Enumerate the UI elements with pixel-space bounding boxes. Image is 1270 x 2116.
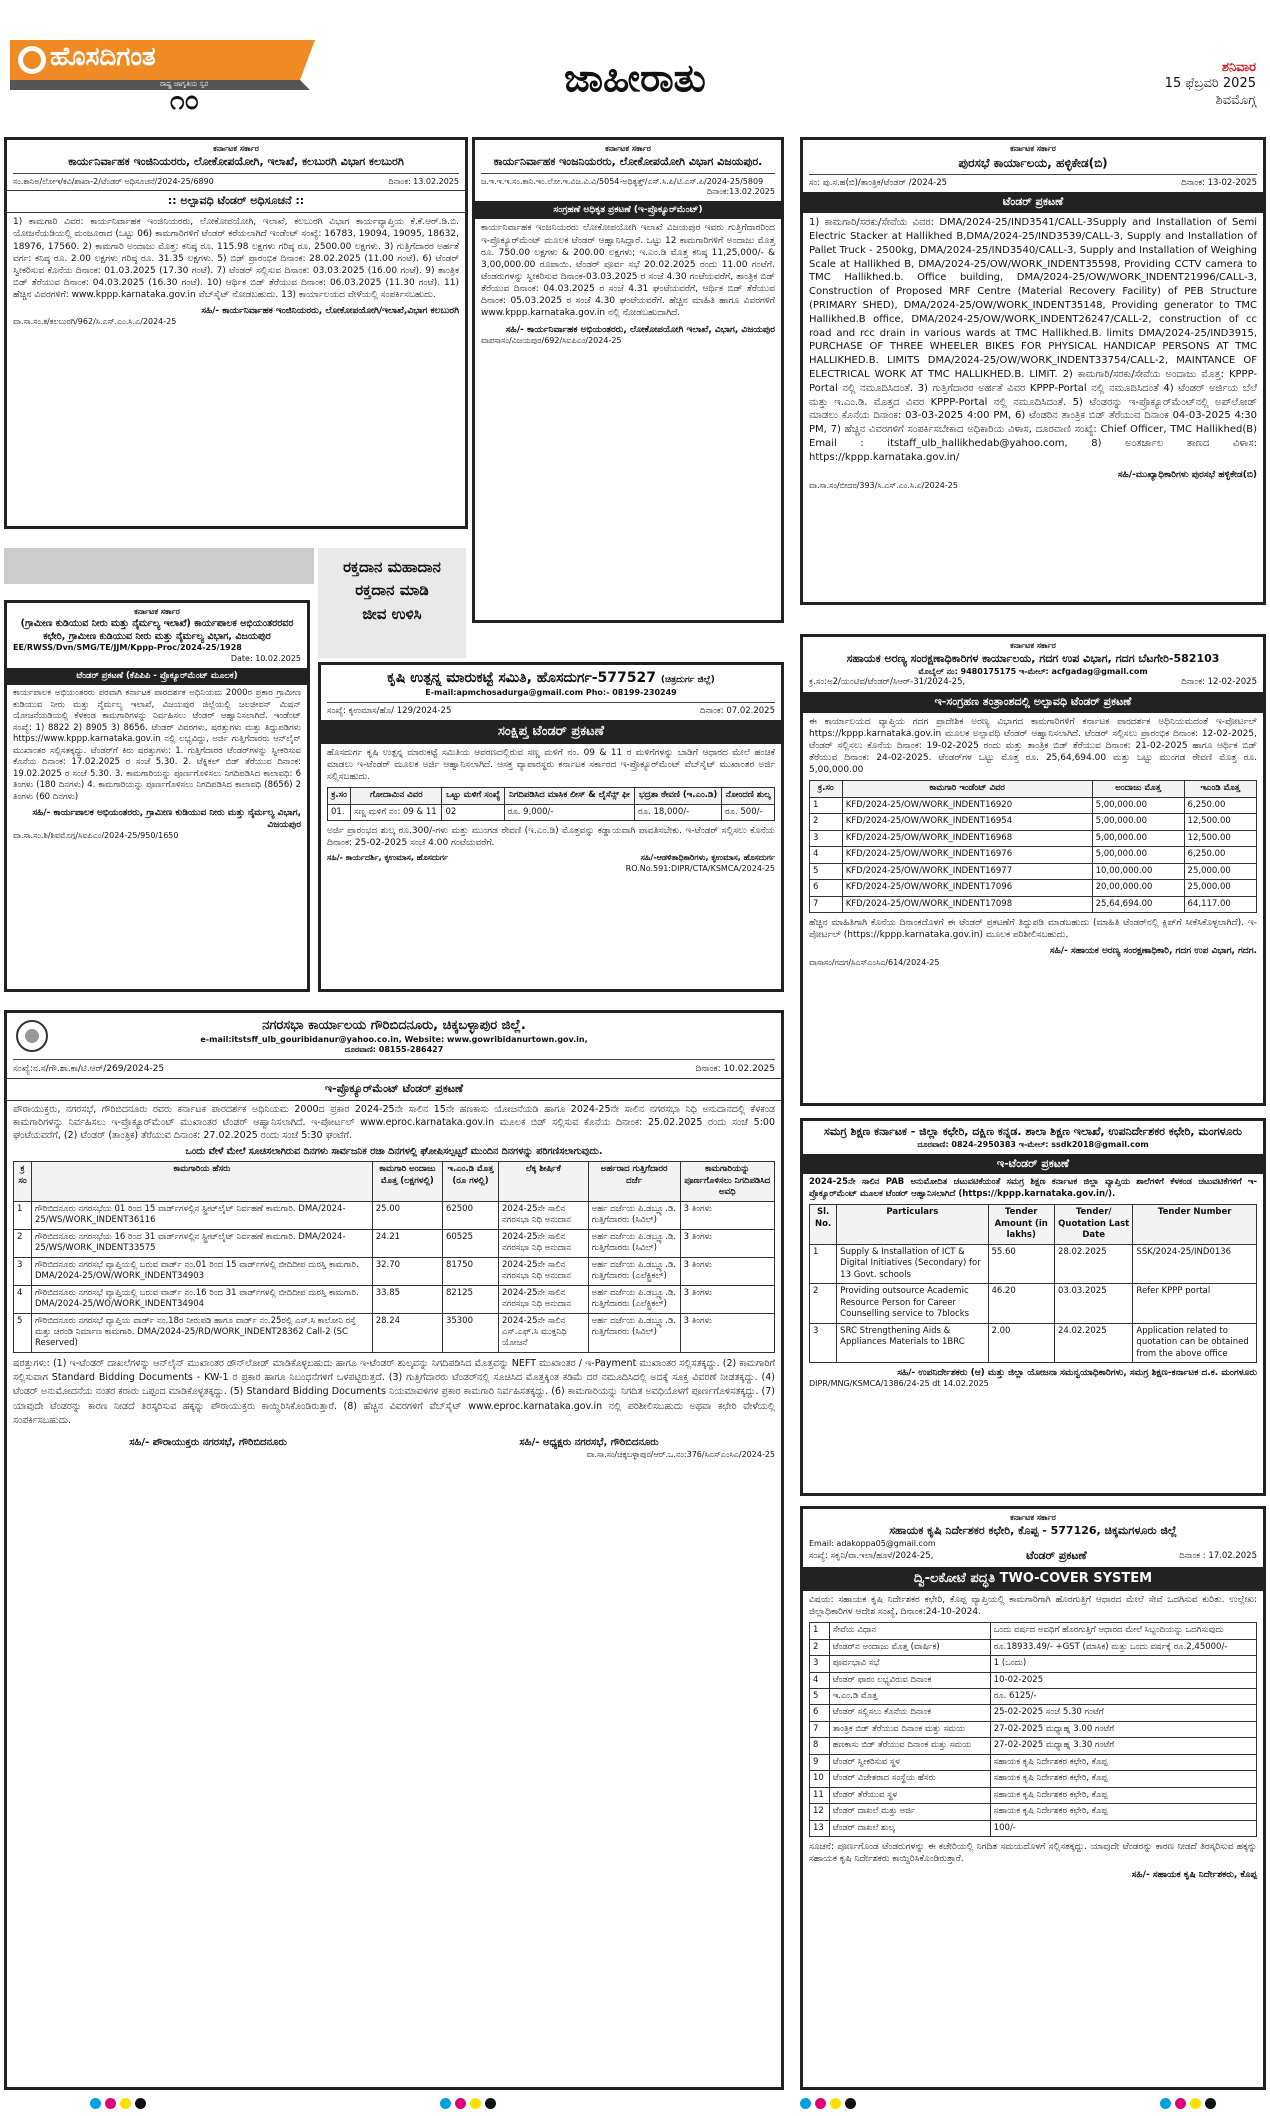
table-cell: ಟೆಂಡರ್ ಸಲ್ಲಿಸಲು ಕೊನೆಯ ದಿನಾಂಕ — [829, 1705, 990, 1721]
table-cell: 35300 — [442, 1313, 498, 1352]
gray-filler — [4, 548, 314, 584]
print-registration-marks — [800, 2098, 856, 2112]
table-header-cell: ಭದ್ರತಾ ಠೇವಣಿ (ಇ.ಎಂ.ಡಿ) — [635, 788, 722, 804]
table-cell: ಗೌರಿಬಿದನೂರು ನಗರಸಭೆ ವ್ಯಾಪ್ತಿಯಲ್ಲಿ ಬರುವ ವಾರ್ಡ್ ನಂ.01 ರಿಂದ 15 ವಾರ್ಡ್‌ಗಳಲ್ಲಿ ಬೀದಿದೀಪ ದುರಸ್ತಿ ಕಾಮಗಾರಿ. DMA/2024-25/OW/WORK_INDENT34903 — [31, 1257, 372, 1285]
table-header-cell: ಲೆಕ್ಕ ಶೀರ್ಷಿಕೆ — [499, 1162, 589, 1201]
ad-contact: E-mail:apmchosadurga@gmail.com Pho:- 08199-230249 — [425, 687, 677, 697]
ad-signature: ಸಹಿ/- ಸಹಾಯಕ ಅರಣ್ಯ ಸಂರಕ್ಷಣಾಧಿಕಾರಿ, ಗದಗ ಉಪ ವಿಭಾಗ, ಗದಗ. — [1049, 946, 1257, 957]
ad-office: ಕೃಷಿ ಉತ್ಪನ್ನ ಮಾರುಕಟ್ಟೆ ಸಮಿತಿ, ಹೊಸದುರ್ಗ-577527 — [387, 670, 656, 686]
ad-ro-number: ವಾ.ಸಾ.ಸಂ/ಚಿಕ್ಕಬಳ್ಳಾಪುರ/ಆರ್.ಒ.ನಂ:376/ಸಿಎಸ್‌ಎಂಸಿಎ/2024-25 — [586, 1449, 775, 1459]
table-row — [810, 1787, 1257, 1803]
table-cell: ಸಣ್ಣ ಮಳಿಗೆ ನಂ: 09 & 11 — [351, 804, 442, 820]
table-cell: 4 — [14, 1285, 32, 1313]
page-title: ಜಾಹೀರಾತು — [564, 55, 706, 100]
ad-ro-number: ವಾಪಸಾಸಂ/ವಿಜಯಪುರ/692/ಸಿಐಪಿಎಂ/2024-25 — [481, 335, 622, 345]
ad-gov: ಕರ್ನಾಟಕ ಸರ್ಕಾರ — [1010, 641, 1056, 650]
table-row — [810, 880, 1257, 896]
table-cell: 62500 — [442, 1201, 498, 1229]
ad-signature-president: ಸಹಿ/- ಅಧ್ಯಕ್ಷರು ನಗರಸಭೆ, ಗೌರಿಬಿದನೂರು — [519, 1437, 659, 1449]
table-cell: ಟೆಂಡರ್ ದಾಖಲೆ ಶುಲ್ಕ — [829, 1820, 990, 1836]
table-row — [810, 1771, 1257, 1787]
tender-ad-gauribidanur — [4, 1010, 784, 2090]
table-cell: 27-02-2025 ಮಧ್ಯಾಹ್ನ 3.00 ಗಂಟೆಗೆ — [990, 1721, 1256, 1737]
table-cell: KFD/2024-25/OW/WORK_INDENT17096 — [842, 880, 1092, 896]
ad-ref-date: ದಿನಾಂಕ: 12-02-2025 — [1181, 677, 1257, 688]
table-cell: 28.02.2025 — [1054, 1244, 1132, 1283]
table-cell: 100/- — [990, 1820, 1256, 1836]
tender-ad-apmc-hosadurga — [318, 662, 784, 992]
ad-body: 1) ಕಾಮಗಾರಿ ವಿವರ: ಕಾರ್ಯನಿರ್ವಾಹಕ ಇಂಜಿನಿಯರರು, ಲೋಕೋಪಯೋಗಿ, ಇಲಾಖೆ, ಕಲಬುರಗಿ ವಿಭಾಗ ಕಾರ್ಯವ್ಯಾಪ್ತಿಯ ಕೆ.ಕೆ.ಆರ್.ಡಿ.ಬಿ. ಯೋಜನೆಯಡಿಯಲ್ಲಿ ಮಂಜೂರಾದ (ಒಟ್ಟು 06) ಕಾಮಗಾರಿಗಳಿಗೆ ಟೆಂಡರ್ ಕರೆಯಲಾಗಿದೆ ಇಂಡೆಂಟ್ ಸಂಖ್ಯೆ: 16783, 19094, 19095, 18632, 18976, 17560. 2) ಕಾಮಗಾರಿ ಅಂದಾಜು ಮೊತ್ತ: ಕನಿಷ್ಠ ರೂ. 115.98 ಲಕ್ಷಗಳು ಗರಿಷ್ಠ ರೂ. 2500.00 ಲಕ್ಷಗಳು. 3) ಗುತ್ತಿಗೆದಾರರ ಅರ್ಹತೆ ವರ್ಗ: ಕನಿಷ್ಠ ರೂ. 2.00 ಲಕ್ಷಗಳು ಗರಿಷ್ಠ ರೂ. 31.35 ಲಕ್ಷಗಳು. 5) ಬಿಡ್ ಪ್ರಾರಂಭಿಕ ದಿನಾಂಕ: 28.02.2025 (11.00 ಗಂಟೆ). 6) ಟೆಂಡರ್ ಸ್ವೀಕರಿಸುವ ಕೊನೆಯ ದಿನಾಂಕ: 01.03.2025 (17.30 ಗಂಟೆ). 7) ಟೆಂಡರ್ ಸಲ್ಲಿಸುವ ದಿನಾಂಕ: 03.03.2025 (16.00 ಗಂಟೆ). 9) ತಾಂತ್ರಿಕ ಬಿಡ್ ತೆರೆಯುವ ದಿನಾಂಕ: 04.03.2025 (16.30 ಗಂಟೆ). 10) ಆರ್ಥಿಕ ಬಿಡ್ ತೆರೆಯುವ ದಿನಾಂಕ: 06.03.2025 (11.30 ಗಂಟೆ). 11) ಹೆಚ್ಚಿನ ವಿವರಗಳಿಗೆ: www.kppp.karnataka.gov.in ವೆಬ್‌ಸೈಟ್ ನೋಡಬಹುದು. 13) ಕಾರ್ಯಾಲಯದ ವೇಳೆಯಲ್ಲಿ ಸಂಪರ್ಕಿಸಬಹುದು. — [13, 217, 459, 301]
ad-ro-number: ವಾಸಾಸಂ/ಗದಗ/ಸಿಎಸ್‌ಎಂಸಿಎ/614/2024-25 — [809, 957, 940, 967]
dateline-city: ಶಿವಮೊಗ್ಗ — [1215, 92, 1256, 108]
ad-signature: ಸಹಿ/- ಸಹಾಯಕ ಕೃಷಿ ನಿರ್ದೇಶಕರು, ಕೊಪ್ಪ — [1131, 1870, 1257, 1881]
table-row — [810, 896, 1257, 912]
table-cell: ಹಣಕಾಸು ಬಿಡ್ ತೆರೆಯುವ ದಿನಾಂಕ ಮತ್ತು ಸಮಯ — [829, 1738, 990, 1754]
table-cell: 13 — [810, 1820, 830, 1836]
table-header-cell: ಕಾಮಗಾರಿಯ ಹೆಸರು — [31, 1162, 372, 1201]
table-header-row — [810, 1205, 1257, 1244]
ad-intro: ವಿಷಯ: ಸಹಾಯಕ ಕೃಷಿ ನಿರ್ದೇಶಕರ ಕಛೇರಿ, ಕೊಪ್ಪ ವ್ಯಾಪ್ತಿಯಲ್ಲಿ ಕಾಮಗಾರಿಗಾಗಿ ಹೊರಗುತ್ತಿಗೆ ಆಧಾರದ ಮೇಲೆ ಸೇವೆ ಒದಗಿಸುವ ಕುರಿತು. ಉಲ್ಲೇಖ: ಜಿಲ್ಲಾಧಿಕಾರಿಗಳ ಆದೇಶ ಸಂಖ್ಯೆ, ದಿನಾಂಕ:24-10-2024. — [809, 1594, 1257, 1617]
ad-ref-date: ದಿನಾಂಕ:13.02.2025 — [706, 187, 775, 197]
table-cell: KFD/2024-25/OW/WORK_INDENT16976 — [842, 847, 1092, 863]
table-cell: 1 — [810, 797, 843, 813]
ad-office: ಸಮಗ್ರ ಶಿಕ್ಷಣ ಕರ್ನಾಟಕ - ಜಿಲ್ಲಾ ಕಛೇರಿ, ದಕ್ಷಿಣ ಕನ್ನಡ. ಶಾಲಾ ಶಿಕ್ಷಣ ಇಲಾಖೆ, ಉಪನಿರ್ದೇಶಕರ ಕಛೇರಿ, ಮಂಗಳೂರು — [824, 1125, 1242, 1138]
table-cell: 25,000.00 — [1184, 863, 1256, 879]
table-header-cell: Sl. No. — [810, 1205, 837, 1244]
table-cell: 12 — [810, 1804, 830, 1820]
ad-body: 2024-25ನೇ ಸಾಲಿನ PAB ಅನುಮೋದಿತ ಚಟುವಟಿಕೆಯಂತೆ ಸಮಗ್ರ ಶಿಕ್ಷಣ ಕರ್ನಾಟಕ ಜಿಲ್ಲಾ ವ್ಯಾಪ್ತಿಯ ಶಾಲೆಗಳಿಗೆ ಕೆಳಕಂಡ ಚಟುವಟಿಕೆಗಳಿಗೆ ಇ-ಪ್ರೊಕ್ಯೂರ್‌ಮೆಂಟ್ ಮೂಲಕ ಟೆಂಡರ್ ಆಹ್ವಾನಿಸಲಾಗಿದೆ (https://kppp.karnataka.gov.in/). — [809, 1177, 1257, 1199]
ad-body: 1) ಕಾಮಗಾರಿ/ಸರಕು/ಸೇವೆಯ ವಿವರ: DMA/2024-25/IND3541/CALL-3Supply and Installation of Semi Electric Stacker at Hallikhed B,DMA/2024-25/IND3539/CALL-3, Supply and Installation of Pallet Truck - 2500kg, DMA/2024-25/IND3540/CALL-3, Supply and Installation of Weighing Scale at Hallikhed B, DMA/2024-25/OW/WORK_INDENT35598, Providing CCTV camera to TMC Hallikhed.b. Office building, DMA/2024-25/OW/WORK_INDENT21996/CALL-3, Construction of Proposed MRF Centre (Material Recovery Facility) of PEB Structure (PRIMARY SHED), DMA/2024-25/OW/WORK_INDENT35148, Providing generator to TMC Hallikhed.B office, DMA/2024-25/OW/WORK_INDENT26247/CALL-2, construction of cc road and rcc drain in various wards at TMC Hallikhed.B. limits DMA/2024-25/IND3915, PURCHASE OF THREE WHEELER BIKES FOR PHYSICAL HANDICAP PERSONS AT TMC HALLIKHED.B. LIMITS DMA/2024-25/OW/WORK_INDENT33754/CALL-2, MAINTANCE OF ELECTRICAL WORK AT TMC HALLIKHED.B. LIMIT. 2) ಕಾಮಗಾರಿ/ಸರಕು/ಸೇವೆಯ ಅಂದಾಜು ಮೊತ್ತ: KPPP-Portal ನಲ್ಲಿ ನಮೂದಿಸಿದಂತೆ. 3) ಗುತ್ತಿಗೆದಾರರ ಅರ್ಹತೆ ವಿವರ KPPP-Portal ನಲ್ಲಿ ನಮೂದಿಸಿದಂತೆ 4) ಟೆಂಡರ್ ಅರ್ಜಿಯ ಬೆಲೆ ಮತ್ತು ಇ.ಎಂ.ಡಿ. ಮೊತ್ತದ ವಿವರ KPPP-Portal ನಲ್ಲಿ ನಮೂದಿಸಿದಂತೆ. 5) ಟೆಂಡರನ್ನು ಇ-ಪ್ರೊಕ್ಯೂರ್‌ಮೆಂಟ್‌ನಲ್ಲಿ ಅಪ್‌ಲೋಡ್ ಮಾಡಲು ಕೊನೆಯ ದಿನಾಂಕ: 03-03-2025 4:00 PM, 6) ಟೆಂಡರಿನ ತಾಂತ್ರಿಕ ಬಿಡ್ ತೆರೆಯುವ ದಿನಾಂಕ 04-03-2025 4:30 PM, 7) ಹೆಚ್ಚಿನ ವಿವರಗಳಿಗೆ ಸಂಪರ್ಕಿಸಬೇಕಾದ ಅಧಿಕಾರಿಯ ವಿಳಾಸ, ದೂರವಾಣಿ ಸಂಖ್ಯೆ: Chief Officer, TMC Hallikhed(B) Email : itstaff_ulb_hallikhedab@yahoo.com, 8) ಅಂತರ್ಜಾಲ ತಾಣದ ವಿಳಾಸ: https://kppp.karnataka.gov.in/ — [809, 217, 1257, 463]
table-cell: ಗೌರಿಬಿದನೂರು ನಗರಸಭೆ ವ್ಯಾಪ್ತಿಯಲ್ಲಿ ಬರುವ ವಾರ್ಡ್ ನಂ.16 ರಿಂದ 31 ವಾರ್ಡ್‌ಗಳಲ್ಲಿ ಬೀದಿದೀಪ ದುರಸ್ತಿ ಕಾಮಗಾರಿ. DMA/2024-25/WO/WORK_INDENT34904 — [31, 1285, 372, 1313]
table-cell: 1 — [14, 1201, 32, 1229]
table-cell: 5 — [14, 1313, 32, 1352]
table-cell: 33.85 — [372, 1285, 442, 1313]
apmc-table — [327, 787, 775, 821]
print-registration-marks — [440, 2098, 496, 2112]
table-cell: 1 (ಒಂದು) — [990, 1656, 1256, 1672]
table-cell: 55.60 — [988, 1244, 1054, 1283]
table-header-cell: ಕಾಮಗಾರಿ ಅಂದಾಜು ಮೊತ್ತ (ಲಕ್ಷಗಳಲ್ಲಿ) — [372, 1162, 442, 1201]
table-cell: 3 — [14, 1257, 32, 1285]
table-header-cell: ಕಾಮಗಾರಿಯನ್ನು ಪೂರ್ಣಗೊಳಿಸಲು ನಿಗದಿಪಡಿಸಿದ ಅವಧಿ — [680, 1162, 774, 1201]
table-cell: ರೂ. 18,000/- — [635, 804, 722, 820]
ad-ref-date: ದಿನಾಂಕ : 17.02.2025 — [1179, 1551, 1257, 1562]
ad-signature: ಸಹಿ/- ಕಾರ್ಯಪಾಲಕ ಅಭಿಯಂತರರು, ಗ್ರಾಮೀಣ ಕುಡಿಯುವ ನೀರು ಮತ್ತು ನೈರ್ಮಲ್ಯ ವಿಭಾಗ, ವಿಜಯಪುರ — [32, 808, 301, 831]
table-header-cell: ನಿಗದಿಪಡಿಸಿದ ಮಾಸಿಕ ಲೀಸ್ & ಲೈಸೆನ್ಸ್ ಫೀ — [504, 788, 634, 804]
table-cell: 2.00 — [988, 1323, 1054, 1362]
ad-email: Email: adakoppa05@gmail.com — [809, 1538, 936, 1548]
table-cell: 25,000.00 — [1184, 880, 1256, 896]
table-cell: ರೂ. 6125/- — [990, 1688, 1256, 1704]
ad-heading: ಟೆಂಡರ್ ಪ್ರಕಟಣೆ (ಕೆಪಿಪಿಪಿ - ಪ್ರೊಕ್ಯೂರ್‌ಮೆಂಟ್ ಮೂಲಕ) — [7, 668, 307, 685]
table-header-row — [328, 788, 775, 804]
table-header-cell: ಒಟ್ಟು ಮಳಿಗೆ ಸಂಖ್ಯೆ — [442, 788, 504, 804]
table-cell: 10-02-2025 — [990, 1672, 1256, 1688]
table-header-cell: ನೋಂದಣಿ ಶುಲ್ಕ — [722, 788, 775, 804]
ad-heading: ಟೆಂಡರ್ ಪ್ರಕಟಣೆ — [803, 192, 1263, 213]
table-row — [810, 1323, 1257, 1362]
table-cell: 12,500.00 — [1184, 830, 1256, 846]
ad-ro-number: ವಾ.ಸಾ.ಸಂ.ಶಿ/ಶಿವಮೊಗ್ಗ/ಸಿಐಪಿಎಂ/2024-25/950/1650 — [13, 831, 179, 841]
ad-ref: ಸಂಖ್ಯೆ: ಸಕೃನಿ/ವಾ.ಇಲಾ/ಹೂಳೆ/2024-25, — [809, 1551, 934, 1562]
table-cell: ಸೇವೆಯ ವಿಧಾನ — [829, 1623, 990, 1639]
table-cell: ಗೌರಿಬಿದನೂರು ನಗರಸಭೆ ವ್ಯಾಪ್ತಿಯ ವಾರ್ಡ್ ನಂ.18ರ ನೀರುಪಡಿ ಹಾಗೂ ವಾರ್ಡ್ ನಂ.25ರಲ್ಲಿ ಎಸ್.ಸಿ ಕಾಲೋನಿ ರಸ್ತೆ ಮತ್ತು ಚರಂಡಿ ನಿರ್ಮಾಣ ಕಾಮಗಾರಿ. DMA/2024-25/RD/WORK_INDENT28362 Call-2 (SC Reserved) — [31, 1313, 372, 1352]
ad-heading: ಇ-ಸಂಗ್ರಹಣ ತಂತ್ರಾಂಶದಲ್ಲಿ ಅಲ್ಪಾವಧಿ ಟೆಂಡರ್ ಪ್ರಕಟಣೆ — [803, 692, 1263, 713]
table-cell: 2024-25ನೇ ಸಾಲಿನ ನಗರಸಭಾ ನಿಧಿ ಅನುದಾನ — [499, 1229, 589, 1257]
table-cell: KFD/2024-25/OW/WORK_INDENT16968 — [842, 830, 1092, 846]
table-cell: SSK/2024-25/IND0136 — [1133, 1244, 1257, 1283]
ad-ref: ಕ್ರ.ಸಂ:ಅ2/ಯಂಟಿವ/ಟೆಂಡರ್/ಸಿಆರ್-31/2024-25, — [809, 677, 966, 688]
tender-ad-agriculture-koppa — [800, 1506, 1266, 2090]
table-cell: 5,00,000.00 — [1092, 797, 1184, 813]
ad-ro-number: RO.No.591:DIPR/CTA/KSMCA/2024-25 — [625, 864, 775, 874]
table-header-cell: ಕ್ರ.ಸಂ — [810, 781, 843, 797]
ad-ref: ಸಂ: ಪು.ಸ.ಹ(ಬಿ)/ತಾಂತ್ರಿಕ/ಟೆಂಡರ್ /2024-25 — [809, 177, 948, 188]
table-cell: 2024-25ನೇ ಸಾಲಿನ ನಗರಸಭಾ ನಿಧಿ ಅನುದಾನ — [499, 1285, 589, 1313]
ad-signature-2: ಸಹಿ/-ಆಡಳಿತಾಧಿಕಾರಿಗಳು, ಕೃಉಮಾಸ, ಹೊಸದುರ್ಗ — [640, 853, 775, 863]
blood-line-2: ರಕ್ತದಾನ ಮಾಡಿ — [355, 581, 429, 600]
table-header-cell: ಗೋದಾಮಿನ ವಿವರ — [351, 788, 442, 804]
ad-note: ಸೂಚನೆ: ಪೂರ್ಣಗೊಂಡ ಟೆಂಡರುಗಳನ್ನು ಈ ಕಚೇರಿಯಲ್ಲಿ ನಿಗದಿತ ಸಮಯದೊಳಗೆ ಸಲ್ಲಿಸತಕ್ಕದ್ದು. ಯಾವುದೇ ಟೆಂಡರನ್ನು ಕಾರಣ ನೀಡದೆ ತಿರಸ್ಕರಿಸುವ ಹಕ್ಕನ್ನು ಸಹಾಯಕ ಕೃಷಿ ನಿರ್ದೇಶಕರು ಕಾಯ್ದಿರಿಸಿಕೊಂಡಿರುತ್ತಾರೆ. — [809, 1842, 1257, 1865]
table-cell: ರೂ.18933.49/- +GST (ಮಾಸಿಕ) ಮತ್ತು ಒಂದು ವರ್ಷಕ್ಕೆ ರೂ.2,45000/- — [990, 1639, 1256, 1655]
table-cell: 7 — [810, 896, 843, 912]
ad-office: ಪುರಸಭೆ ಕಾರ್ಯಾಲಯ, ಹಳ್ಳಿಕೇಡ(ಬಿ) — [958, 155, 1108, 170]
ad-ref: ಸಂಖ್ಯೆ: ಕೃಉಮಾಸ/ಹೊ/ 129/2024-25 — [327, 705, 452, 716]
table-row — [810, 1244, 1257, 1283]
table-cell: 2 — [14, 1229, 32, 1257]
ad-signature: ಸಹಿ/- ಕಾರ್ಯದರ್ಶಿ, ಕೃಉಮಾಸ, ಹೊಸದುರ್ಗ — [327, 853, 449, 863]
table-header-cell: ಇಎಂಡಿ ಮೊತ್ತ — [1184, 781, 1256, 797]
table-header-cell: ಅರ್ಹರಾದ ಗುತ್ತಿಗೆದಾರರ ದರ್ಜೆ — [588, 1162, 680, 1201]
table-row — [810, 1623, 1257, 1639]
ad-body: ಈ ಕಾರ್ಯಾಲಯದ ವ್ಯಾಪ್ತಿಯ ಗದಗ ಪ್ರಾದೇಶಿಕ ಅರಣ್ಯ ವಿಭಾಗದ ಕಾಮಗಾರಿಗಳಿಗೆ ಕರ್ನಾಟಕ ಪಾರದರ್ಶಕ ಅಧಿನಿಯಮದಂತೆ ಇ-ಪೋರ್ಟಲ್ https://kppp.karnataka.gov.in ಮೂಲಕ ಅಲ್ಪಾವಧಿ ಟೆಂಡರ್ ಆಹ್ವಾನಿಸಲಾಗಿದೆ. ಟೆಂಡರ್ ಸಲ್ಲಿಸಲು ಪ್ರಾರಂಭಿಕ ದಿನಾಂಕ: 12-02-2025, ಟೆಂಡರ್ ಸಲ್ಲಿಸಲು ಕೊನೆಯ ದಿನಾಂಕ: 19-02-2025 ರಂದು ಮತ್ತು ತಾಂತ್ರಿಕ ಬಿಡ್ ತೆರೆಯುವ ದಿನಾಂಕ: 21-02-2025 ಹಾಗೂ ಆರ್ಥಿಕ ಬಿಡ್ ತೆರೆಯುವ ದಿನಾಂಕ: 24-02-2025. ಟೆಂಡರ್‌ಗಳ ಒಟ್ಟು ಮೊತ್ತ ರೂ. 25,64,694.00 ಮತ್ತು ಒಟ್ಟು ಮುಂಗಡ ಠೇವಣಿ ಮೊತ್ತ ರೂ. 5,00,000.00 — [809, 716, 1257, 776]
table-cell: ಪೂರ್ವಭಾವಿ ಸಭೆ — [829, 1656, 990, 1672]
table-cell: KFD/2024-25/OW/WORK_INDENT16977 — [842, 863, 1092, 879]
ad-office: ಸಹಾಯಕ ಅರಣ್ಯ ಸಂರಕ್ಷಣಾಧಿಕಾರಿಗಳ ಕಾರ್ಯಾಲಯ, ಗದಗ ಉಪ ವಿಭಾಗ, ಗದಗ ಬೆಟಗೇರಿ-582103 — [846, 651, 1220, 665]
table-cell: SRC Strengthening Aids & Appliances Materials to 1BRC — [837, 1323, 988, 1362]
table-row — [810, 1820, 1257, 1836]
ad-ref-date: ದಿನಾಂಕ: 07.02.2025 — [699, 705, 775, 716]
table-cell: 6 — [810, 1705, 830, 1721]
table-row — [328, 804, 775, 820]
table-cell: ಟೆಂಡರ್ ತೆರೆಯುವ ಸ್ಥಳ — [829, 1787, 990, 1803]
table-cell: Supply & Installation of ICT & Digital Initiatives (Secondary) for 13 Govt. schools — [837, 1244, 988, 1283]
table-header-cell: Tender Number — [1133, 1205, 1257, 1244]
table-cell: ಸಹಾಯಕ ಕೃಷಿ ನಿರ್ದೇಶಕರ ಕಛೇರಿ, ಕೊಪ್ಪ — [990, 1754, 1256, 1770]
table-row — [810, 1705, 1257, 1721]
table-cell: 5,00,000.00 — [1092, 847, 1184, 863]
table-cell: ತಾಂತ್ರಿಕ ಬಿಡ್ ತೆರೆಯುವ ದಿನಾಂಕ ಮತ್ತು ಸಮಯ — [829, 1721, 990, 1737]
table-cell: 81750 — [442, 1257, 498, 1285]
ad-signature: ಸಹಿ/- ಉಪನಿರ್ದೇಶಕರು (ಆ) ಮತ್ತು ಜಿಲ್ಲಾ ಯೋಜನಾ ಸಮನ್ವಯಾಧಿಕಾರಿಗಳು, ಸಮಗ್ರ ಶಿಕ್ಷಣ-ಕರ್ನಾಟಕ ದ.ಕ. ಮಂಗಳೂರು — [897, 1368, 1257, 1379]
print-registration-marks — [90, 2098, 146, 2112]
table-cell: ರೂ. 500/- — [722, 804, 775, 820]
ad-heading: ಸಂಗ್ರಹಣೆ ಅಧಿಕೃತ ಪ್ರಕಟಣೆ (ಇ-ಪ್ರೊಕ್ಯೂರ್‌ಮೆಂಟ್) — [475, 201, 781, 219]
ad-ref-date: ದಿನಾಂಕ: 10.02.2025 — [695, 1064, 775, 1075]
tender-ad-forest-gadag — [800, 634, 1266, 1106]
table-cell: 24.02.2025 — [1054, 1323, 1132, 1362]
table-header-cell: Particulars — [837, 1205, 988, 1244]
table-row — [810, 1804, 1257, 1820]
ad-office: ಕಾರ್ಯನಿರ್ವಾಹಕ ಇಂಜನಿಯರರು, ಲೋಕೋಪಯೋಗಿ ವಿಭಾಗ ವಿಜಯಪುರ. — [493, 154, 763, 168]
table-row — [810, 1672, 1257, 1688]
table-cell: 11 — [810, 1787, 830, 1803]
table-cell: 5 — [810, 1688, 830, 1704]
table-header-cell: ಕ್ರ ಸಂ — [14, 1162, 32, 1201]
table-header-cell: ಅಂದಾಜು ಮೊತ್ತ — [1092, 781, 1184, 797]
table-cell: 3 ತಿಂಗಳು — [680, 1285, 774, 1313]
table-cell: 3 — [810, 1323, 837, 1362]
table-cell: ಗೌರಿಬಿದನೂರು ನಗರಸಭೆಯ 01 ರಿಂದ 15 ವಾರ್ಡ್‌ಗಳಲ್ಲಿನ ಸ್ಟ್ರೀಟ್‌ಲೈಟ್ ನಿರ್ವಹಣೆ ಕಾಮಗಾರಿ. DMA/2024-25/WS/WORK_INDENT36116 — [31, 1201, 372, 1229]
table-cell: 46.20 — [988, 1284, 1054, 1323]
table-cell: 6 — [810, 880, 843, 896]
ad-heading: :: ಅಲ್ಪಾವಧಿ ಟೆಂಡರ್ ಅಧಿಸೂಚನೆ :: — [7, 190, 465, 213]
table-cell: 3 ತಿಂಗಳು — [680, 1313, 774, 1352]
table-cell: 2 — [810, 1639, 830, 1655]
ad-district: (ಚಿತ್ರದುರ್ಗ ಜಿಲ್ಲೆ) — [660, 675, 715, 685]
table-cell: Application related to quotation can be obtained from the above office — [1133, 1323, 1257, 1362]
table-cell: 01. — [328, 804, 351, 820]
table-cell: ಟೆಂಡರ್ ಫಾರಂ ಲಭ್ಯವಿರುವ ದಿನಾಂಕ — [829, 1672, 990, 1688]
table-cell: 10 — [810, 1771, 830, 1787]
tender-ad-rwss — [4, 600, 310, 992]
table-header-row — [810, 781, 1257, 797]
table-cell: 28.24 — [372, 1313, 442, 1352]
ad-ref: ಸಂ.ಕಾನಿಅ/ಲೋಇ/ಕವಿ/ಶಾಖಾ-2/ಟೆಂಡರ್ ಅಧಿಸೂಚನೆ/2024-25/6890 — [13, 176, 214, 186]
table-cell: ಅರ್ಹ ದರ್ಜೆಯ ಪಿ.ಡಬ್ಲ್ಯೂ.ಡಿ. ಗುತ್ತಿಗೆದಾರರು (ಸಿವಿಲ್) — [588, 1313, 680, 1352]
table-row — [810, 797, 1257, 813]
table-cell: 2 — [810, 814, 843, 830]
table-cell: 3 — [810, 830, 843, 846]
table-cell: 25,64,694.00 — [1092, 896, 1184, 912]
ad-heading: ದ್ವಿ-ಲಕೋಟೆ ಪದ್ಧತಿ TWO-COVER SYSTEM — [803, 1567, 1263, 1591]
table-row — [810, 1688, 1257, 1704]
table-header-cell: ಕ್ರ.ಸಂ — [328, 788, 351, 804]
table-cell: 2024-25ನೇ ಸಾಲಿನ ನಗರಸಭಾ ನಿಧಿ ಅನುದಾನ — [499, 1257, 589, 1285]
table-cell: 82125 — [442, 1285, 498, 1313]
ad-ref-date: Date: 10.02.2025 — [230, 654, 301, 664]
table-cell: 5,00,000.00 — [1092, 830, 1184, 846]
ad-contact: ದೂರವಾಣಿ: 0824-2950383 ಇ-ಮೇಲ್: ssdk2018@gmail.com — [917, 1139, 1149, 1149]
ad-body: ಕಾರ್ಯಪಾಲಕ ಅಭಿಯಂತರರು ಪರವಾಗಿ ಕರ್ನಾಟಕ ಪಾರದರ್ಶಕ ಅಧಿನಿಯಮ 2000ರ ಪ್ರಕಾರ ಗ್ರಾಮೀಣ ಕುಡಿಯುವ ನೀರು ಮತ್ತು ನೈರ್ಮಲ್ಯ ಇಲಾಖೆ, ವಿಜಯಪುರ ಜಿಲ್ಲೆಯಲ್ಲಿ ಜಲಜೀವನ್ ಮಿಷನ್ ಯೋಜನೆಯಡಿಯಲ್ಲಿ ಕೆಳಕಂಡ ಕಾಮಗಾರಿಗಳನ್ನು ನಿರ್ವಹಿಸಲು ಟೆಂಡರ್ ಆಹ್ವಾನಿಸಲಾಗಿದೆ. ಇಂಡೆಂಟ್ ಸಂಖ್ಯೆ: 1) 8822 2) 8905 3) 8656. ಟೆಂಡರ್ ವಿವರಗಳು, ಷರತ್ತುಗಳು ಮತ್ತು ತಿದ್ದುಪಡಿಗಳು https://www.kppp.karnataka.gov.in ನಲ್ಲಿ ಲಭ್ಯವಿದ್ದು, ಅರ್ಜಿ ಗುತ್ತಿಗೆದಾರರು ಆನ್‌ಲೈನ್ ಮುಖಾಂತರ ಸಲ್ಲಿಸತಕ್ಕದ್ದು. ಟೆಂಡರ್‌ಗೆ ಕಿರು ಷರತ್ತುಗಳು: 1. ಗುತ್ತಿಗೆದಾರರ ಟೆಂಡರ್‌ಗಳನ್ನು ಸ್ವೀಕರಿಸುವ ಕೊನೆಯ ದಿನಾಂಕ: 17.02.2025 ರ ಸಂಜೆ 5.30. 2. ಟೆಕ್ನಿಕಲ್ ಬಿಡ್ ತೆರೆಯುವ ದಿನಾಂಕ: 19.02.2025 ರ ಸಂಜೆ 5.30. 3. ಕಾಮಗಾರಿಯನ್ನು ಪೂರ್ಣಗೊಳಿಸಲು ನಿಗದಿಪಡಿಸಿದ ಕಾಲಾವಧಿ: 6 ತಿಂಗಳು (180 ದಿನಗಳು) 4. ಕಾಮಗಾರಿಯನ್ನು ಪೂರ್ಣಗೊಳಿಸಲು ನಿಗದಿಪಡಿಸಿದ ಕಾಲಾವಧಿ (8656) 2 ತಿಂಗಳು (60 ದಿನಗಳು) — [13, 688, 301, 802]
table-row — [810, 830, 1257, 846]
table-cell: 03.03.2025 — [1054, 1284, 1132, 1323]
table-cell: ಸಹಾಯಕ ಕೃಷಿ ನಿರ್ದೇಶಕರ ಕಛೇರಿ, ಕೊಪ್ಪ — [990, 1787, 1256, 1803]
table-cell: ಸಹಾಯಕ ಕೃಷಿ ನಿರ್ದೇಶಕರ ಕಛೇರಿ, ಕೊಪ್ಪ — [990, 1804, 1256, 1820]
table-cell: 1 — [810, 1623, 830, 1639]
table-cell: 02 — [442, 804, 504, 820]
ad-office: (ಗ್ರಾಮೀಣ ಕುಡಿಯುವ ನೀರು ಮತ್ತು ನೈರ್ಮಲ್ಯ ಇಲಾಖೆ) ಕಾರ್ಯಪಾಲಕ ಅಭಿಯಂತರರವರ ಕಛೇರಿ, ಗ್ರಾಮೀಣ ಕುಡಿಯುವ ನೀರು ಮತ್ತು ನೈರ್ಮಲ್ಯ ವಿಭಾಗ, ವಿಜಯಪುರ — [20, 617, 294, 642]
table-cell: Providing outsource Academic Resource Person for Career Counselling service to 7blocks — [837, 1284, 988, 1323]
table-cell: 4 — [810, 1672, 830, 1688]
edu-tender-table — [809, 1204, 1257, 1363]
ad-gov: ಕರ್ನಾಟಕ ಸರ್ಕಾರ — [1010, 144, 1056, 153]
dateline-day: ಶನಿವಾರ — [1221, 60, 1256, 75]
table-row — [14, 1285, 775, 1313]
table-cell: 2024-25ನೇ ಸಾಲಿನ ಎಸ್.ಎಫ್.ಸಿ ಮುಕ್ತನಿಧಿ ಯೋಜನೆ — [499, 1313, 589, 1352]
table-row — [14, 1313, 775, 1352]
table-cell: ಟೆಂಡರ್‌ನ ಅಂದಾಜು ಮೊತ್ತ (ವಾರ್ಷಿಕ) — [829, 1639, 990, 1655]
tender-ad-vijayapura — [472, 137, 784, 623]
table-header-cell: Tender Amount (in lakhs) — [988, 1205, 1054, 1244]
table-cell: ಗೌರಿಬಿದನೂರು ನಗರಸಭೆಯ 16 ರಿಂದ 31 ವಾರ್ಡ್‌ಗಳಲ್ಲಿನ ಸ್ಟ್ರೀಟ್‌ಲೈಟ್ ನಿರ್ವಹಣೆ ಕಾಮಗಾರಿ. DMA/2024-25/WS/WORK_INDENT33575 — [31, 1229, 372, 1257]
dateline — [1165, 60, 1256, 109]
table-row — [810, 1754, 1257, 1770]
table-cell: ಅರ್ಹ ದರ್ಜೆಯ ಪಿ.ಡಬ್ಲ್ಯೂ.ಡಿ. ಗುತ್ತಿಗೆದಾರರು (ಸಿವಿಲ್) — [588, 1229, 680, 1257]
ad-signature: ಸಹಿ/- ಕಾರ್ಯನಿರ್ವಾಹಕ ಇಂಜಿನಿಯರರು, ಲೋಕೋಪಯೋಗಿ/ಇಲಾಖೆ,ವಿಭಾಗ ಕಲಬುರಗಿ — [201, 306, 459, 317]
ad-gov: ಕರ್ನಾಟಕ ಸರ್ಕಾರ — [1010, 1513, 1056, 1522]
ad-phone: ದೂರವಾಣಿ: 08155-286427 — [344, 1045, 444, 1055]
table-cell: ರೂ. 9,000/- — [504, 804, 634, 820]
ad-ro-number: ವಾ.ಸಾ.ಸಂ/ಬೀದರ/393/ಸಿ.ಎಸ್.ಎಂ.ಸಿ.ಎ/2024-25 — [809, 480, 958, 490]
table-row — [810, 863, 1257, 879]
ad-office: ಕಾರ್ಯನಿರ್ವಾಹಕ ಇಂಜಿನಿಯರರು, ಲೋಕೋಪಯೋಗಿ, ಇಲಾಖೆ, ಕಲಬುರಗಿ ವಿಭಾಗ ಕಲಬುರಗಿ — [68, 154, 404, 168]
table-cell: 6,250.00 — [1184, 797, 1256, 813]
table-cell: 1 — [810, 1244, 837, 1283]
table-row — [810, 1721, 1257, 1737]
ad-ro-number: DIPR/MNG/KSMCA/1386/24-25 dt 14.02.2025 — [809, 1379, 989, 1389]
table-cell: ಅರ್ಹ ದರ್ಜೆಯ ಪಿ.ಡಬ್ಲ್ಯೂ.ಡಿ. ಗುತ್ತಿಗೆದಾರರು (ಸಿವಿಲ್) — [588, 1201, 680, 1229]
brand-name: ಹೊಸದಿಗಂತ — [50, 42, 156, 72]
table-cell: ಇ.ಎಂ.ಡಿ ಮೊತ್ತ — [829, 1688, 990, 1704]
table-row — [810, 1284, 1257, 1323]
table-cell: 9 — [810, 1754, 830, 1770]
page-number: ೧೦ — [170, 86, 200, 116]
ad-note: ಒಂದು ವೇಳೆ ಮೇಲೆ ಸೂಚಿಸಲಾಗಿರುವ ದಿನಗಳು ಸಾರ್ವಜನಿಕ ರಜಾ ದಿನಗಳಲ್ಲಿ ಘೋಷಿಸಲ್ಪಟ್ಟರೆ ಮುಂದಿನ ದಿನಗಳನ್ನು ಪರಿಗಣಿಸಲಾಗುವುದು. — [185, 1145, 603, 1157]
works-table — [13, 1161, 775, 1353]
ad-ref: EE/RWSS/Dvn/SMG/TE/JJM/Kppp-Proc/2024-25/1928 — [13, 643, 242, 653]
emblem-icon — [15, 1019, 49, 1053]
ad-signature: ಸಹಿ/- ಕಾರ್ಯನಿರ್ವಾಹಕ ಅಭಿಯಂತರರು, ಲೋಕೋಪಯೋಗಿ ಇಲಾಖೆ, ವಿಭಾಗ, ವಿಜಯಪುರ — [505, 324, 775, 335]
ad-ro-number: ವಾ.ಸಾ.ಸಂ.ಕ/ಕಲಬುರಗಿ/962/ಸಿ.ಎಸ್.ಎಂ.ಸಿ.ಎ/2024-25 — [13, 317, 177, 327]
table-cell: 64,117.00 — [1184, 896, 1256, 912]
table-cell: KFD/2024-25/OW/WORK_INDENT16954 — [842, 814, 1092, 830]
table-cell: 6,250.00 — [1184, 847, 1256, 863]
table-cell: 5,00,000.00 — [1092, 814, 1184, 830]
ad-body: ಕಾರ್ಯನಿರ್ವಾಹಕ ಇಂಜನಿಯರರು ಲೋಕೋಪಯೋಗಿ ಇಲಾಖೆ ವಿಜಯಪುರ ಇವರು ಗುತ್ತಿಗೆದಾರರಿಂದ ಇ-ಪ್ರೊಕ್ಯೂರ್‌ಮೆಂಟ್ ಮೂಲಕ ಟೆಂಡರ್ ಆಹ್ವಾನಿಸಿದ್ದಾರೆ. ಒಟ್ಟು 12 ಕಾಮಗಾರಿಗಳಿಗೆ ಅಂದಾಜು ಮೊತ್ತ ರೂ. 750.00 ಲಕ್ಷಗಳು & 200.00 ಲಕ್ಷಗಳು; ಇ.ಎಂ.ಡಿ ಮೊತ್ತ ಕನಿಷ್ಠ 11,25,000/- & 3,00,000.00 ರೂಪಾಯಿ. ಟೆಂಡರ್ ಪೂರ್ವ ಸಭೆ 20.02.2025 ರಂದು 11.00 ಗಂಟೆಗೆ. ಟೆಂಡರುಗಳನ್ನು ಸ್ವೀಕರಿಸುವ ದಿನಾಂಕ-03.03.2025 ರ ಸಂಜೆ 4.30 ಗಂಟೆಯವರೆಗೆ, ತಾಂತ್ರಿಕ ಬಿಡ್ ತೆರೆಯುವ ದಿನಾಂಕ: 04.03.2025 ರ ಸಂಜೆ 4.31 ಘಂಟೆಯವರೆಗೆ, ಆರ್ಥಿಕ ಬಿಡ್ ತೆರೆಯುವ ದಿನಾಂಕ: 05.03.2025 ರ ಸಂಜೆ 4.30 ಘಂಟೆಯವರೆಗೆ. ಹೆಚ್ಚಿನ ಮಾಹಿತಿ ಹಾಗೂ ವಿವರಗಳಿಗೆ www.kppp.karnataka.gov.in ನಲ್ಲಿ ನೋಡಬಹುದಾಗಿದೆ. — [481, 223, 775, 319]
tender-ad-kalaburagi — [4, 137, 468, 529]
ad-ref-title: ಟೆಂಡರ್ ಪ್ರಕಟಣೆ — [1026, 1549, 1087, 1563]
forest-table — [809, 780, 1257, 913]
ad-footer: ಅರ್ಜಿ ಪ್ರಾರಂಭದ ಶುಲ್ಕ ರೂ.300/-ಗಳು ಮತ್ತು ಮುಂಗಡ ಠೇವಣಿ (ಇ.ಎಂ.ಡಿ) ಮೊತ್ತವನ್ನು ಕಡ್ಡಾಯವಾಗಿ ಪಾವತಿಸಬೇಕು. ಇ-ಟೆಂಡರ್ ಸಲ್ಲಿಸಲು ಕೊನೆಯ ದಿನಾಂಕ: 25-02-2025 ಸಂಜೆ 4.00 ಗಂಟೆಯವರೆಗೆ. — [327, 826, 775, 849]
tender-ad-hallikhed — [800, 137, 1266, 605]
ad-gov: ಕರ್ನಾಟಕ ಸರ್ಕಾರ — [213, 144, 259, 153]
blood-line-1: ರಕ್ತದಾನ ಮಹಾದಾನ — [343, 558, 441, 576]
table-header-row — [14, 1162, 775, 1201]
ad-signature: ಸಹಿ/-ಮುಖ್ಯಾಧಿಕಾರಿಗಳು ಪುರಸಭೆ ಹಳ್ಳಿಕೇಡ(ಬಿ) — [1117, 469, 1257, 480]
table-cell: 3 ತಿಂಗಳು — [680, 1229, 774, 1257]
table-row — [810, 1639, 1257, 1655]
table-cell: 2 — [810, 1284, 837, 1323]
blood-line-3: ಜೀವ ಉಳಿಸಿ — [362, 604, 422, 623]
ad-contact: e-mail:itstsff_ulb_gouribidanur@yahoo.co.in, Website: www.gowribidanurtown.gov.in, — [200, 1034, 588, 1044]
table-cell: ಸಹಾಯಕ ಕೃಷಿ ನಿರ್ದೇಶಕರ ಕಛೇರಿ, ಕೊಪ್ಪ — [990, 1771, 1256, 1787]
table-cell: 25.00 — [372, 1201, 442, 1229]
table-cell: 60525 — [442, 1229, 498, 1257]
print-registration-marks — [1160, 2098, 1216, 2112]
table-cell: KFD/2024-25/OW/WORK_INDENT17098 — [842, 896, 1092, 912]
table-cell: ಟೆಂಡರ್ ದಾಖಲೆ ಮತ್ತು ಅರ್ಜಿ — [829, 1804, 990, 1820]
table-row — [810, 847, 1257, 863]
table-cell: 3 ತಿಂಗಳು — [680, 1201, 774, 1229]
table-row — [14, 1257, 775, 1285]
table-cell: 32.70 — [372, 1257, 442, 1285]
table-row — [810, 814, 1257, 830]
table-cell: ಟೆಂಡರ್ ಸ್ವೀಕರಿಸುವ ಸ್ಥಳ — [829, 1754, 990, 1770]
table-cell: 3 ತಿಂಗಳು — [680, 1257, 774, 1285]
blood-donation-notice — [318, 548, 466, 658]
table-header-cell: ಇ.ಎಂ.ಡಿ ಮೊತ್ತ (ರೂ ಗಳಲ್ಲಿ) — [442, 1162, 498, 1201]
ad-contact: ಮೊಬೈಲ್ ನಂ: 9480175175 ಇ-ಮೇಲ್: acfgadag@gmail.com — [918, 666, 1148, 676]
table-cell: 8 — [810, 1738, 830, 1754]
ad-body: ಹೊಸದುರ್ಗ ಕೃಷಿ ಉತ್ಪನ್ನ ಮಾರುಕಟ್ಟೆ ಸಮಿತಿಯ ಆವರಣದಲ್ಲಿರುವ ಸಣ್ಣ ಮಳಿಗೆ ನಂ. 09 & 11 ರ ಮಳಿಗೆಗಳನ್ನು ಬಾಡಿಗೆ ಆಧಾರದ ಮೇಲೆ ಹಂಚಿಕೆ ಮಾಡಲು ಇ-ಟೆಂಡರ್ ಮೂಲಕ ಅರ್ಜಿ ಆಹ್ವಾನಿಸಲಾಗಿದೆ. ಆಸಕ್ತ ವ್ಯಾಪಾರಸ್ಥರು ಕರ್ನಾಟಕ ಸರ್ಕಾರದ ಇ-ಪ್ರೊಕ್ಯೂರ್‌ಮೆಂಟ್ ವೆಬ್‌ಸೈಟ್ ಮುಖಾಂತರ ಅರ್ಜಿ ಸಲ್ಲಿಸಬಹುದು. — [327, 747, 775, 782]
ad-ref-date: ದಿನಾಂಕ: 13.02.2025 — [388, 176, 459, 186]
table-cell: 7 — [810, 1721, 830, 1737]
table-row — [14, 1201, 775, 1229]
ad-heading: ಇ-ಟೆಂಡರ್ ಪ್ರಕಟಣೆ — [803, 1154, 1263, 1175]
table-cell: 4 — [810, 847, 843, 863]
brand-tagline: ರಾಷ್ಟ್ರ ಜಾಗೃತಿಯ ಸ್ವರ — [160, 80, 209, 88]
ad-heading: ಇ-ಪ್ರೊಕ್ಯೂರ್‌ಮೆಂಟ್ ಟೆಂಡರ್ ಪ್ರಕಟಣೆ — [7, 1078, 781, 1101]
ad-footer: ಹೆಚ್ಚಿನ ಮಾಹಿತಿಗಾಗಿ ಕೊನೆಯ ದಿನಾಂಕದೊಳಗೆ ಈ ಟೆಂಡರ್ ಪ್ರಕಟಣೆಗೆ ತಿದ್ದುಪಡಿ ಮಾಡಬಹುದು (ಮಾಹಿತಿ ಟೆಂಡರ್‌ನಲ್ಲಿ ಕ್ಲಿಪ್‌ಗೆ ಸೀಕೆಸಿಕೊಳ್ಳಲಾಗಿದೆ). ಇ-ಪೋರ್ಟಲ್ (https://kppp.karnataka.gov.in) ಮೂಲಕ ಪರಿಶೀಲಿಸಬಹುದು. — [809, 918, 1257, 941]
table-cell: 27-02-2025 ಮಧ್ಯಾಹ್ನ 3.30 ಗಂಟೆಗೆ — [990, 1738, 1256, 1754]
table-cell: 24.21 — [372, 1229, 442, 1257]
ad-ref-date: ದಿನಾಂಕ: 13-02-2025 — [1181, 177, 1257, 188]
table-cell: ಅರ್ಹ ದರ್ಜೆಯ ಪಿ.ಡಬ್ಲ್ಯೂ.ಡಿ. ಗುತ್ತಿಗೆದಾರರು (ಎಲೆಕ್ಟ್ರಿಕಲ್) — [588, 1285, 680, 1313]
table-row — [810, 1738, 1257, 1754]
ad-office: ನಗರಸಭಾ ಕಾರ್ಯಾಲಯ ಗೌರಿಬಿದನೂರು, ಚಿಕ್ಕಬಳ್ಳಾಪುರ ಜಿಲ್ಲೆ. — [262, 1018, 526, 1033]
ad-intro: ಪೌರಾಯುಕ್ತರು, ನಗರಸಭೆ, ಗೌರಿಬಿದನೂರು ರವರು ಕರ್ನಾಟಕ ಪಾರದರ್ಶಕ ಅಧಿನಿಯಮ 2000ದ ಪ್ರಕಾರ 2024-25ನೇ ಸಾಲಿನ 15ನೇ ಹಣಕಾಸು ಯೋಜನೆಯಡಿ ಹಾಗೂ 2024-25ನೇ ಸಾಲಿನ ನಗರಸಭಾ ನಿಧಿ ಅನುದಾನದಲ್ಲಿ ಕೆಳಕಂಡ ಕಾಮಗಾರಿಗಳನ್ನು ನಿರ್ವಹಿಸಲು ಇ-ಪ್ರೊಕ್ಯೂರ್‌ಮೆಂಟ್ ಮುಖಾಂತರ ಟೆಂಡರ್ ಆಹ್ವಾನಿಸಲಾಗಿದೆ. ಇ-ಪೋರ್ಟಲ್ www.eproc.karnataka.gov.in ಮೂಲಕ ಬಿಡ್ ಸಲ್ಲಿಸುವ ಕೊನೆಯ ದಿನಾಂಕ: 25.02.2025 ರಂದು ಸಂಜೆ 5:00 ಘಂಟೆಯವರೆಗೆ, (2) ಟೆಂಡರ್ (ತಾಂತ್ರಿಕ) ತೆರೆಯುವ ದಿನಾಂಕ: 27.02.2025 ರಂದು ಸಂಜೆ 5:30 ಘಂಟೆಗೆ. — [13, 1104, 775, 1141]
table-cell: 3 — [810, 1656, 830, 1672]
table-row — [810, 1656, 1257, 1672]
ad-conditions: ಷರತ್ತುಗಳು: (1) ಇ-ಟೆಂಡರ್ ದಾಖಲೆಗಳನ್ನು ಆನ್‌ಲೈನ್ ಮುಖಾಂತರ ಡೌನ್‌ಲೋಡ್ ಮಾಡಿಕೊಳ್ಳಬಹುದು ಹಾಗೂ ಇ-ಟೆಂಡರ್ ಶುಲ್ಕವನ್ನು ನಿಗದಿಪಡಿಸಿದ ಮೊತ್ತವನ್ನು NEFT ಮುಖಾಂತರ / ಇ-Payment ಮುಖಾಂತರ ಸಲ್ಲಿಸತಕ್ಕದ್ದು. (2) ಕಾಮಗಾರಿಗೆ ಸಲ್ಲಿಸುವಾಗ Standard Bidding Documents - KW-1 ರ ಪ್ರಕಾರ ಹಾಗೂ ನಿಬಂಧನೆಗಳಿಗೆ ಒಳಪಟ್ಟಿರುತ್ತದೆ. (3) ಗುತ್ತಿಗೆದಾರರು ಟೆಂಡರ್‌ನಲ್ಲಿ ಸೂಚಿಸಿದ ಮೊತ್ತಕ್ಕಿಂತ ಕಡಿಮೆ ದರ ನಮೂದಿಸಿದಲ್ಲಿ ಅದಕ್ಕೆ ಸೂಕ್ತ ವಿವರಣೆ ನೀಡತಕ್ಕದ್ದು. (4) ಟೆಂಡರ್ ಅನುಮೋದನೆಯ ನಂತರ ಕರಾರು ಒಪ್ಪಂದ ಮಾಡಿಕೊಳ್ಳತಕ್ಕದ್ದು. (5) Standard Bidding Documents ನಿಯಮಾವಳಿಗಳ ಪ್ರಕಾರ ಕಾಮಗಾರಿ ನಿರ್ವಹಿಸತಕ್ಕದ್ದು. (6) ಕಾಮಗಾರಿಯನ್ನು ನಿಗದಿತ ಅವಧಿಯೊಳಗೆ ಪೂರ್ಣಗೊಳಿಸತಕ್ಕದ್ದು. (7) ಯಾವುದೇ ಟೆಂಡರನ್ನು ಕಾರಣ ನೀಡದೆ ತಿರಸ್ಕರಿಸುವ ಹಕ್ಕನ್ನು ಪೌರಾಯುಕ್ತರು ಕಾಯ್ದಿರಿಸಿಕೊಂಡಿರುತ್ತಾರೆ. (8) ಹೆಚ್ಚಿನ ವಿವರಗಳಿಗೆ ವೆಬ್‌ಸೈಟ್ www.eproc.karnataka.gov.in ನಲ್ಲಿ ಪರಿಶೀಲಿಸಬಹುದು ಅಥವಾ ಕಛೇರಿ ವೇಳೆಯಲ್ಲಿ ಸಂಪರ್ಕಿಸಬಹುದು. — [13, 1357, 775, 1426]
table-cell: KFD/2024-25/OW/WORK_INDENT16920 — [842, 797, 1092, 813]
table-row — [14, 1229, 775, 1257]
tender-ad-samagra-shikshana — [800, 1118, 1266, 1496]
table-cell: 20,00,000.00 — [1092, 880, 1184, 896]
table-cell: 2024-25ನೇ ಸಾಲಿನ ನಗರಸಭಾ ನಿಧಿ ಅನುದಾನ — [499, 1201, 589, 1229]
table-cell: ಟೆಂಡರ್ ವಿಜೇತರಾದ ಸಂಸ್ಥೆಯ ಹೆಸರು — [829, 1771, 990, 1787]
dateline-date: 15 ಫೆಬ್ರವರಿ 2025 — [1164, 76, 1256, 92]
ad-signature-commissioner: ಸಹಿ/- ಪೌರಾಯುಕ್ತರು ನಗರಸಭೆ, ಗೌರಿಬಿದನೂರು — [129, 1437, 287, 1449]
table-cell: 5 — [810, 863, 843, 879]
two-cover-table — [809, 1622, 1257, 1837]
table-cell: 12,500.00 — [1184, 814, 1256, 830]
ad-gov: ಕರ್ನಾಟಕ ಸರ್ಕಾರ — [134, 607, 180, 616]
table-cell: Refer KPPP portal — [1133, 1284, 1257, 1323]
table-cell: ಒಂದು ವರ್ಷದ ಅವಧಿಗೆ ಹೊರಗುತ್ತಿಗೆ ಆಧಾರದ ಮೇಲೆ ಸಿಬ್ಬಂದಿಯನ್ನು ಒದಗಿಸುವುದು — [990, 1623, 1256, 1639]
table-cell: 25-02-2025 ಸಂಜೆ 5.30 ಗಂಟೆಗೆ — [990, 1705, 1256, 1721]
ad-office: ಸಹಾಯಕ ಕೃಷಿ ನಿರ್ದೇಶಕರ ಕಛೇರಿ, ಕೊಪ್ಪ - 577126, ಚಿಕ್ಕಮಗಳೂರು ಜಿಲ್ಲೆ — [889, 1523, 1177, 1537]
table-cell: 10,00,000.00 — [1092, 863, 1184, 879]
table-cell: ಅರ್ಹ ದರ್ಜೆಯ ಪಿ.ಡಬ್ಲ್ಯೂ.ಡಿ. ಗುತ್ತಿಗೆದಾರರು (ಎಲೆಕ್ಟ್ರಿಕಲ್) — [588, 1257, 680, 1285]
ad-gov: ಕರ್ನಾಟಕ ಸರ್ಕಾರ — [605, 144, 651, 153]
table-header-cell: ಕಾಮಗಾರಿ ಇಂಡೆಂಟ್ ವಿವರ — [842, 781, 1092, 797]
ad-ref: ಜ.ಇ.ಇ.ಇ.ಸಂ.ಕಾನಿ.ಇಂ.ಲೋ.ಇ.ವಿಜ.ವಿ.ವಿ/5054-ಅಧಿಕೃತ್ತ್/ಎಸ್.ಸಿ.ಪಿ/ಟಿ.ಎಸ್.ಪಿ/2024-25/5809 — [481, 176, 764, 186]
table-header-cell: Tender/ Quotation Last Date — [1054, 1205, 1132, 1244]
ad-heading: ಸಂಕ್ಷಿಪ್ತ ಟೆಂಡರ್ ಪ್ರಕಟಣೆ — [321, 720, 781, 744]
ad-ref: ಸಂಖ್ಯೆ:ನ.ಸ/ಗೌ.ಶಾ.ಕಾ/ಟಿ.ಆರ್/269/2024-25 — [13, 1064, 165, 1075]
